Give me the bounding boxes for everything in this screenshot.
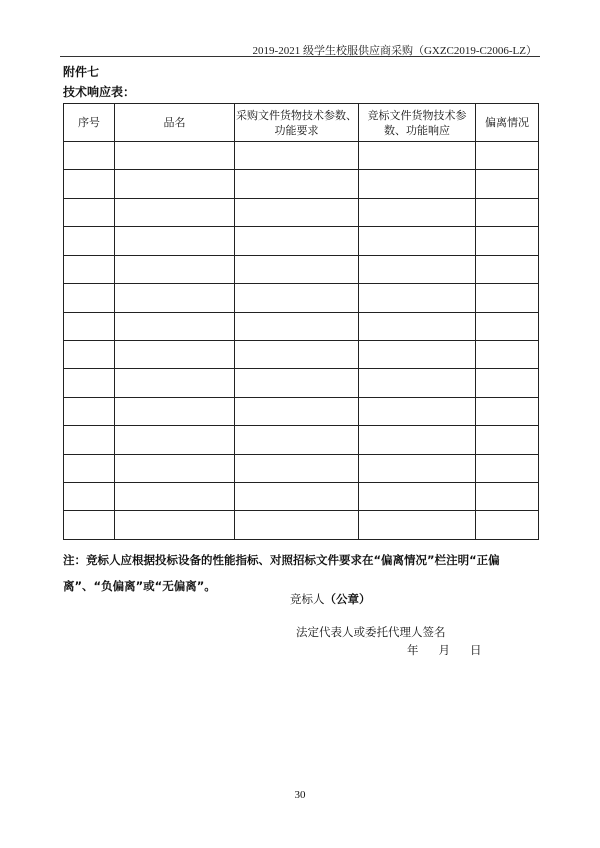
table-cell (64, 369, 115, 397)
table-cell (235, 170, 359, 198)
table-cell (476, 198, 539, 226)
table-cell (476, 170, 539, 198)
signature-company (290, 591, 371, 607)
signature-date (407, 642, 482, 658)
table-row (64, 483, 539, 511)
table-cell (64, 227, 115, 255)
table-cell (115, 312, 235, 340)
table-cell (235, 284, 359, 312)
table-row (64, 170, 539, 198)
running-header: 2019-2021 级学生校服供应商采购（GXZC2019-C2006-LZ） (252, 45, 537, 57)
table-cell (476, 483, 539, 511)
table-cell (64, 454, 115, 482)
company-label: 竞标人 (290, 592, 325, 606)
table-cell (115, 426, 235, 454)
table-row (64, 227, 539, 255)
table-cell (359, 142, 476, 170)
table-cell (476, 284, 539, 312)
table-cell (476, 227, 539, 255)
table-cell (235, 511, 359, 540)
table-cell (64, 511, 115, 540)
table-cell (235, 483, 359, 511)
table-cell (359, 227, 476, 255)
table-cell (115, 369, 235, 397)
table-cell (64, 284, 115, 312)
technical-response-table (63, 103, 539, 540)
table-cell (115, 170, 235, 198)
table-row (64, 454, 539, 482)
table-body (64, 142, 539, 540)
table-row (64, 426, 539, 454)
table-cell (64, 198, 115, 226)
table-cell (235, 142, 359, 170)
table-cell (359, 312, 476, 340)
table-cell (64, 255, 115, 283)
table-row (64, 369, 539, 397)
table-cell (359, 397, 476, 425)
date-year-label: 年 (407, 643, 419, 657)
table-cell (235, 255, 359, 283)
header-item-name: 品名 (115, 104, 235, 142)
header-rule (60, 56, 540, 57)
table-cell (476, 511, 539, 540)
table-cell (359, 198, 476, 226)
table-cell (115, 340, 235, 368)
table-cell (235, 198, 359, 226)
annex-label: 附件七 (63, 65, 100, 79)
table-cell (235, 397, 359, 425)
table-row (64, 142, 539, 170)
table-cell (476, 397, 539, 425)
table-row (64, 397, 539, 425)
table-row (64, 255, 539, 283)
date-month-label: 月 (438, 643, 450, 657)
table-cell (359, 426, 476, 454)
header-required-specs: 采购文件货物技术参数、功能要求 (235, 104, 359, 142)
company-seal-label: （公章） (324, 592, 371, 606)
table-cell (115, 198, 235, 226)
table-cell (359, 340, 476, 368)
page-number: 30 (294, 789, 306, 801)
signature-representative: 法定代表人或委托代理人签名 (296, 625, 446, 639)
table-cell (359, 511, 476, 540)
date-day-label: 日 (470, 643, 482, 657)
table-row (64, 340, 539, 368)
table-cell (115, 483, 235, 511)
table-cell (476, 454, 539, 482)
table-cell (64, 312, 115, 340)
table-row (64, 198, 539, 226)
table-cell (476, 369, 539, 397)
table-cell (64, 170, 115, 198)
table-cell (235, 312, 359, 340)
table-cell (115, 255, 235, 283)
table-row (64, 284, 539, 312)
table-title: 技术响应表： (63, 85, 136, 99)
table-cell (64, 142, 115, 170)
table-cell (115, 142, 235, 170)
table-row (64, 312, 539, 340)
table-cell (359, 454, 476, 482)
table-header-row (64, 104, 539, 142)
table-cell (64, 397, 115, 425)
table-cell (64, 340, 115, 368)
table-cell (476, 142, 539, 170)
table-cell (359, 170, 476, 198)
table-cell (235, 340, 359, 368)
header-serial: 序号 (64, 104, 115, 142)
table-cell (64, 483, 115, 511)
table-cell (115, 397, 235, 425)
table-cell (476, 255, 539, 283)
table-cell (235, 426, 359, 454)
header-response-specs: 竞标文件货物技术参数、功能响应 (359, 104, 476, 142)
header-deviation: 偏离情况 (476, 104, 539, 142)
table-cell (359, 255, 476, 283)
table-note: 注：竞标人应根据投标设备的性能指标、对照招标文件要求在“偏离情况”栏注明“正偏离”、“负偏离”或“无偏离”。 (63, 553, 500, 593)
table-cell (359, 483, 476, 511)
table-cell (359, 284, 476, 312)
table-cell (115, 454, 235, 482)
table-row (64, 511, 539, 540)
table-cell (115, 227, 235, 255)
table-cell (64, 426, 115, 454)
table-cell (235, 454, 359, 482)
table-cell (235, 369, 359, 397)
table-cell (476, 312, 539, 340)
table-cell (115, 284, 235, 312)
table-cell (235, 227, 359, 255)
table-cell (476, 426, 539, 454)
table-cell (115, 511, 235, 540)
table-cell (359, 369, 476, 397)
table-cell (476, 340, 539, 368)
